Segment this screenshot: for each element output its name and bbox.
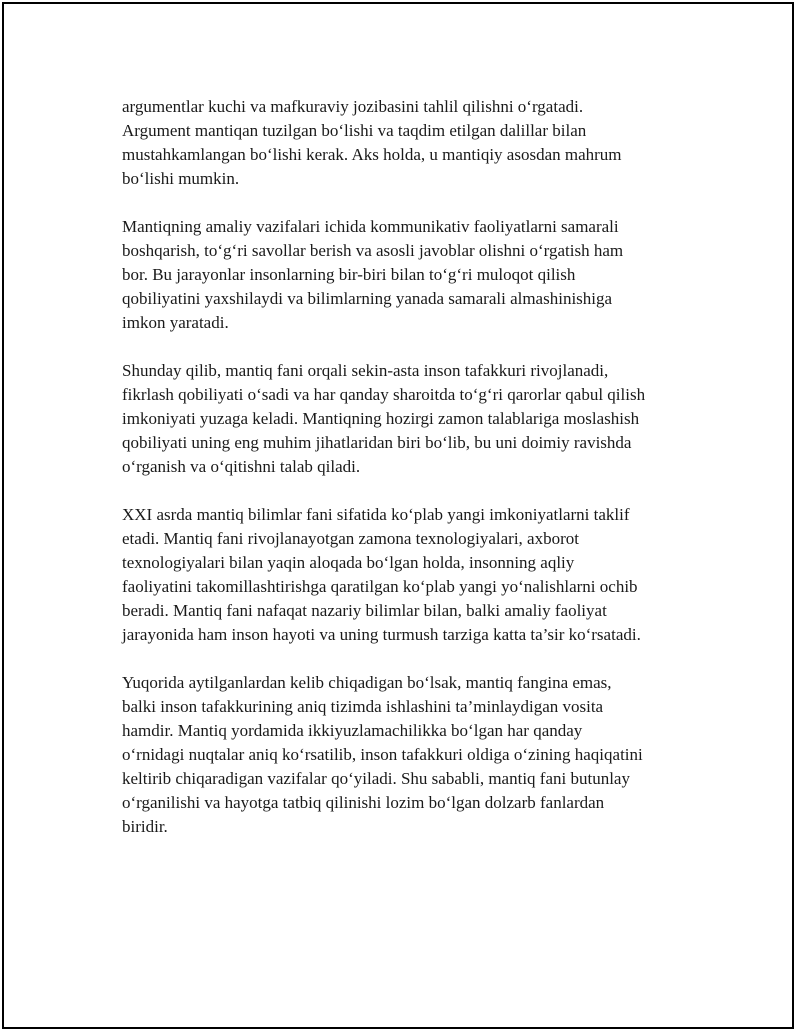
text-line: mustahkamlangan bo‘lishi kerak. Aks holda, u mantiqiy asosdan mahrum xyxy=(122,145,622,164)
text-line: balki inson tafakkurining aniq tizimda ishlashini ta’minlaydigan vosita xyxy=(122,697,604,716)
text-line: Mantiqning amaliy vazifalari ichida kommunikativ faoliyatlarni samarali xyxy=(122,217,619,236)
text-line: boshqarish, to‘g‘ri savollar berish va asosli javoblar olishni o‘rgatish ham xyxy=(122,241,624,260)
text-line: fikrlash qobiliyati o‘sadi va har qanday sharoitda to‘g‘ri qarorlar qabul qilish xyxy=(122,385,646,404)
page-border xyxy=(2,2,794,1029)
text-line: o‘rnidagi nuqtalar aniq ko‘rsatilib, inson tafakkuri oldiga o‘zining haqiqatini xyxy=(122,745,643,764)
text-line: faoliyatini takomillashtirishga qaratilgan ko‘plab yangi yo‘nalishlarni ochib xyxy=(122,577,638,596)
text-line: texnologiyalari bilan yaqin aloqada bo‘lgan holda, insonning aqliy xyxy=(122,553,575,572)
text-line: Yuqorida aytilganlardan kelib chiqadigan bo‘lsak, mantiq fangina emas, xyxy=(122,673,612,692)
paragraph xyxy=(122,95,702,191)
text-line: qobiliyatini yaxshilaydi va bilimlarning yanada samarali almashinishiga xyxy=(122,289,613,308)
text-line: etadi. Mantiq fani rivojlanayotgan zamona texnologiyalari, axborot xyxy=(122,529,579,548)
text-line: beradi. Mantiq fani nafaqat nazariy bilimlar bilan, balki amaliy faoliyat xyxy=(122,601,607,620)
text-line: hamdir. Mantiq yordamida ikkiyuzlamachilikka bo‘lgan har qanday xyxy=(122,721,583,740)
text-line: argumentlar kuchi va mafkuraviy jozibasini tahlil qilishni o‘rgatadi. xyxy=(122,97,584,116)
paragraph xyxy=(122,215,702,335)
text-line: imkon yaratadi. xyxy=(122,313,229,332)
paragraph xyxy=(122,359,702,479)
text-line: bo‘lishi mumkin. xyxy=(122,169,240,188)
text-line: jarayonida ham inson hayoti va uning turmush tarziga katta ta’sir ko‘rsatadi. xyxy=(122,625,641,644)
document-body xyxy=(122,95,702,863)
text-line: Argument mantiqan tuzilgan bo‘lishi va taqdim etilgan dalillar bilan xyxy=(122,121,587,140)
text-line: XXI asrda mantiq bilimlar fani sifatida ko‘plab yangi imkoniyatlarni taklif xyxy=(122,505,630,524)
text-line: keltirib chiqaradigan vazifalar qo‘yiladi. Shu sababli, mantiq fani butunlay xyxy=(122,769,630,788)
paragraph xyxy=(122,503,702,647)
text-line: imkoniyati yuzaga keladi. Mantiqning hozirgi zamon talablariga moslashish xyxy=(122,409,640,428)
text-line: qobiliyati uning eng muhim jihatlaridan biri bo‘lib, bu uni doimiy ravishda xyxy=(122,433,632,452)
text-line: biridir. xyxy=(122,817,168,836)
paragraph xyxy=(122,671,702,839)
text-line: o‘rganish va o‘qitishni talab qiladi. xyxy=(122,457,361,476)
text-line: bor. Bu jarayonlar insonlarning bir-biri bilan to‘g‘ri muloqot qilish xyxy=(122,265,576,284)
text-line: Shunday qilib, mantiq fani orqali sekin-asta inson tafakkuri rivojlanadi, xyxy=(122,361,609,380)
text-line: o‘rganilishi va hayotga tatbiq qilinishi lozim bo‘lgan dolzarb fanlardan xyxy=(122,793,605,812)
